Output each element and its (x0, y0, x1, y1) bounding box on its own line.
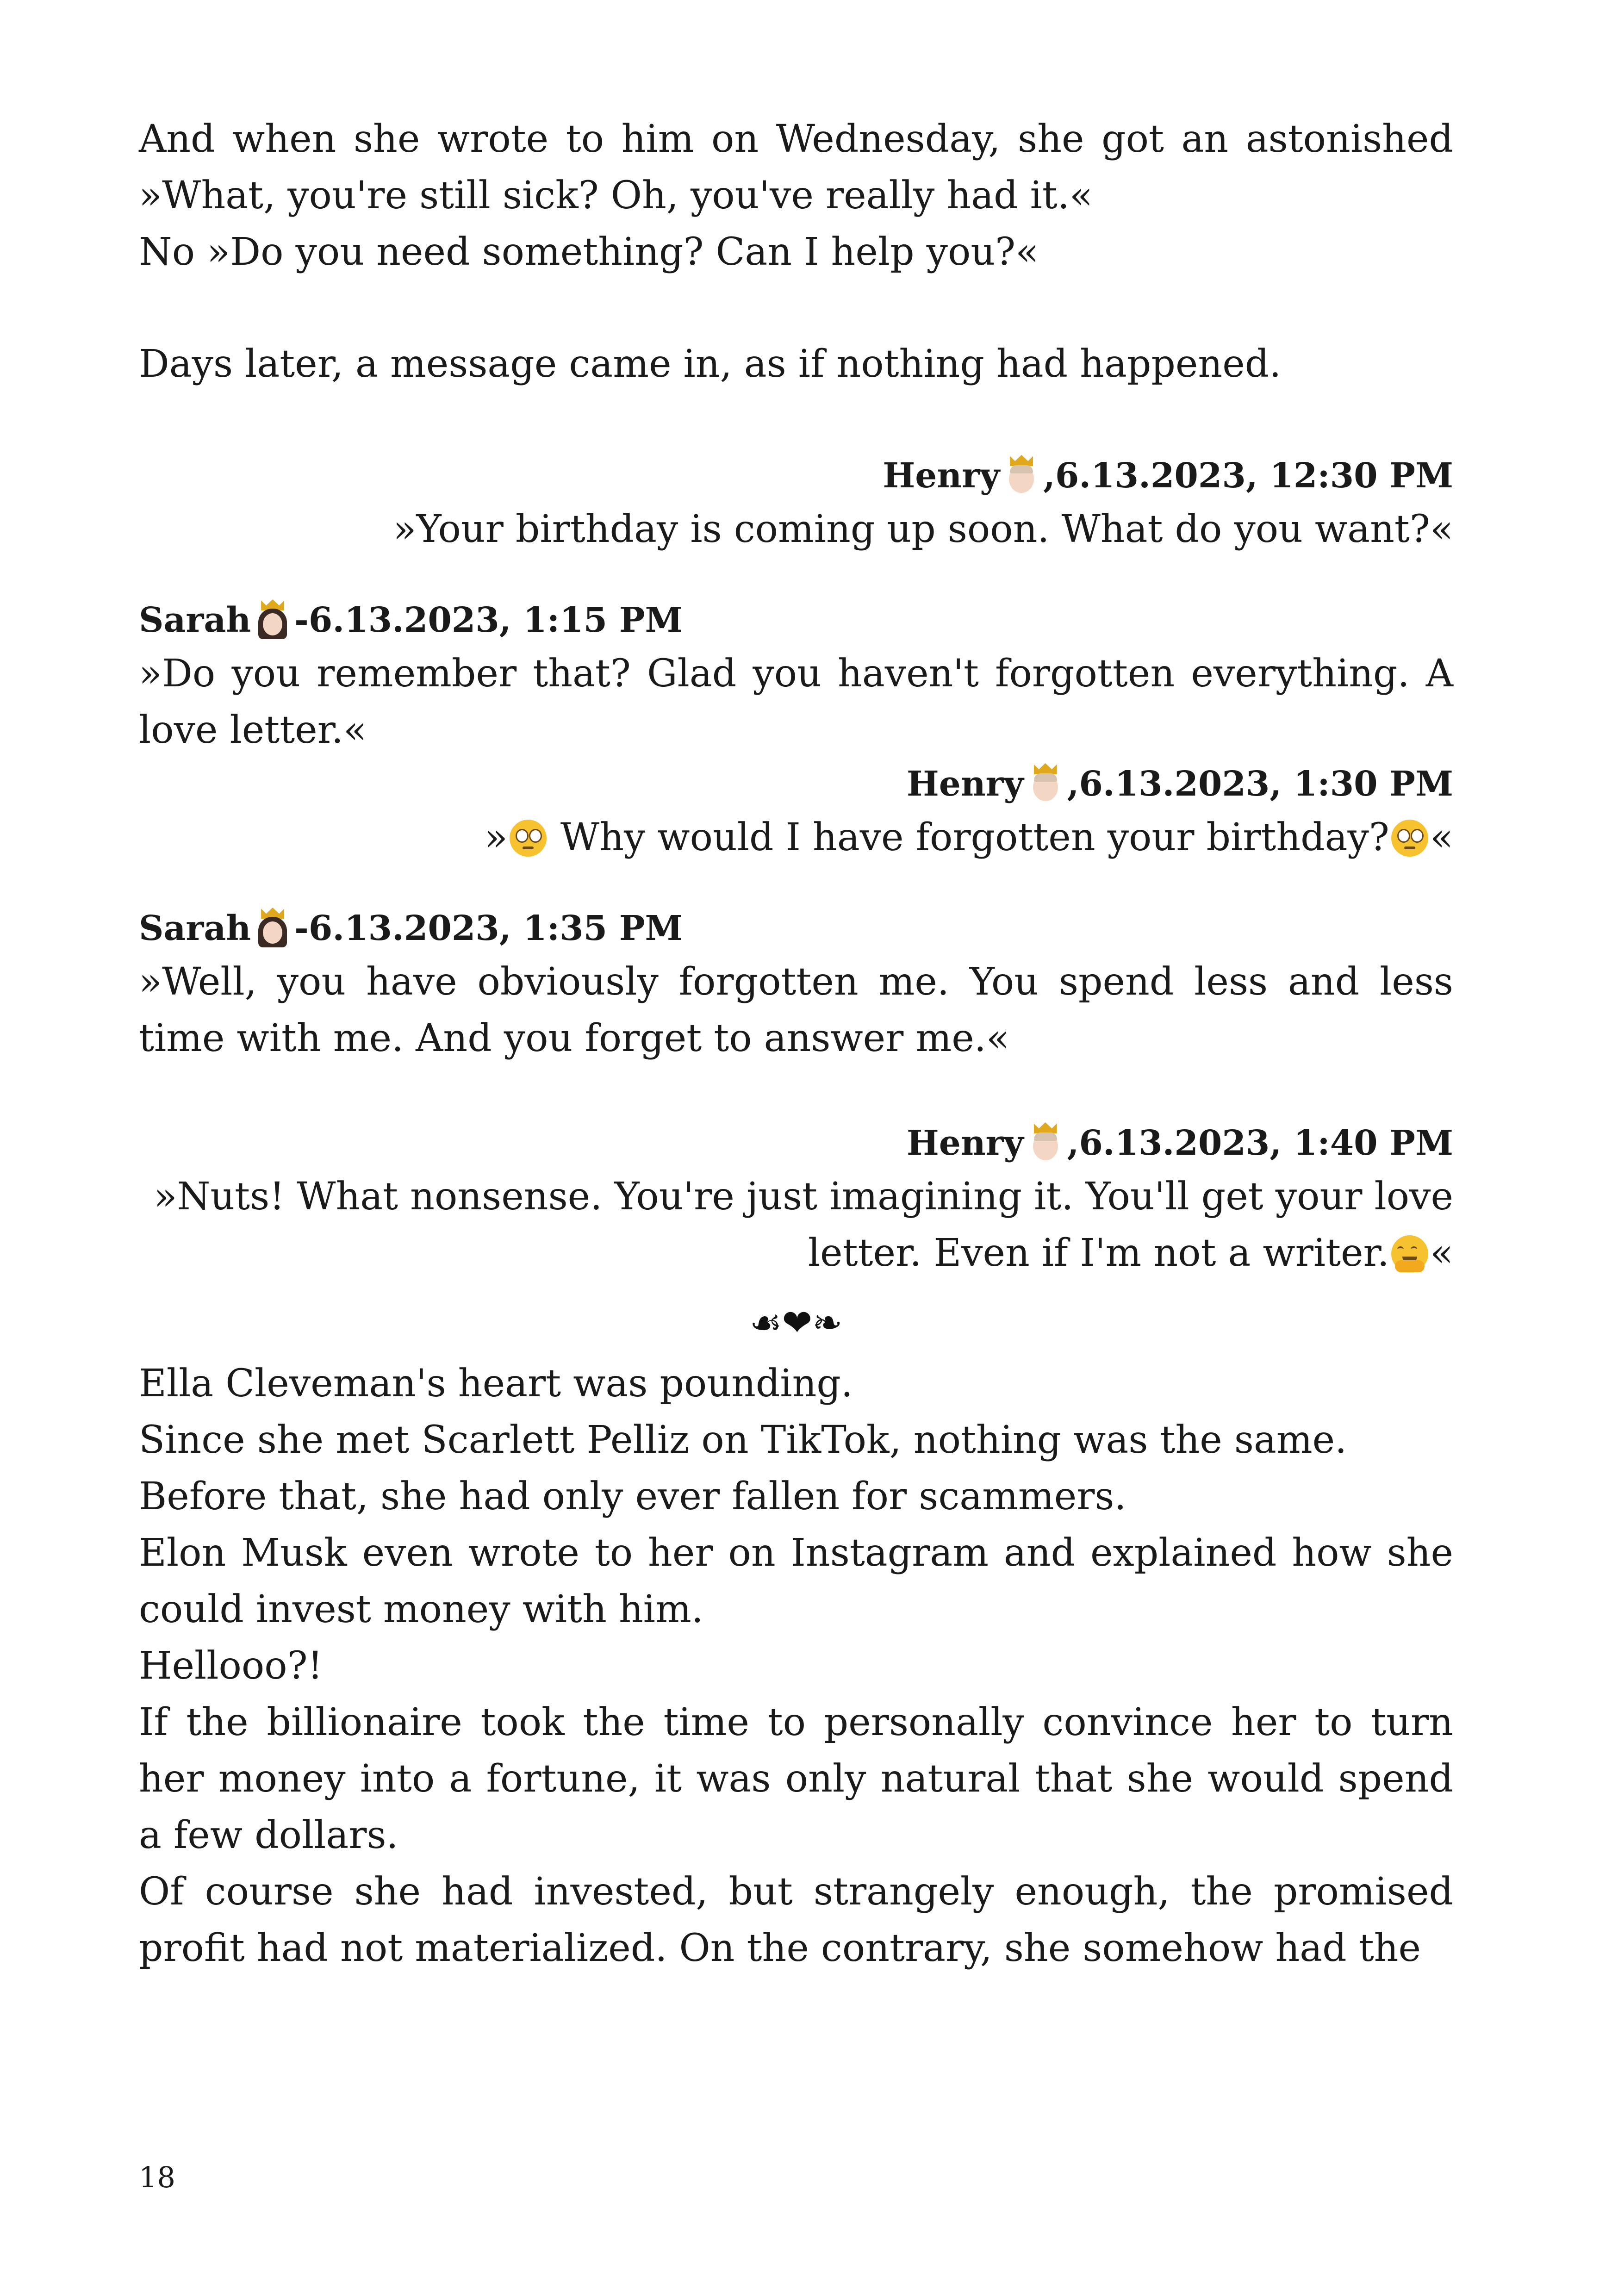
message-text: »Your birthday is coming up soon. What do you want?« (393, 507, 1453, 551)
sender-name: Henry (906, 764, 1024, 804)
prince-icon (1028, 763, 1063, 805)
separator: , (1043, 456, 1055, 496)
paragraph: Since she met Scarlett Pelliz on TikTok, nothing was the same. (139, 1418, 1347, 1462)
prince-icon (1004, 455, 1039, 497)
book-page (139, 111, 1453, 1977)
page-number: 18 (139, 2160, 175, 2194)
hugging-face-icon (1391, 1235, 1428, 1272)
paragraph: Hellooo?! (139, 1644, 323, 1688)
paragraph: Of course she had invested, but strangely enough, the promised profit had not materialized. On the contrary, she somehow had the (139, 1870, 1453, 1970)
quote-close: « (1430, 1231, 1453, 1275)
princess-icon (255, 908, 290, 949)
prince-icon (1028, 1122, 1063, 1164)
message-time: 6.13.2023, 1:30 PM (1079, 764, 1453, 804)
separator: , (1067, 1123, 1079, 1163)
message-text (139, 1169, 1453, 1282)
separator: , (1067, 764, 1079, 804)
quote-close: « (1430, 815, 1453, 859)
message-header (139, 1118, 1453, 1169)
separator: - (294, 600, 309, 640)
sender-name: Henry (883, 456, 1000, 496)
message-header (139, 595, 1453, 646)
message-header (139, 759, 1453, 809)
message-body: »Nuts! What nonsense. You're just imagining it. You'll get your love (154, 1175, 1453, 1219)
paragraph: And when she wrote to him on Wednesday, she got an astonished »What, you're still sick? Oh, you've really had it.« (139, 117, 1453, 218)
paragraph: Ella Cleveman's heart was pounding. (139, 1362, 853, 1406)
message-time: 6.13.2023, 1:15 PM (308, 600, 683, 640)
message-time: 6.13.2023, 1:40 PM (1079, 1123, 1453, 1163)
sender-name: Sarah (139, 600, 251, 640)
message-body: Why would I have forgotten your birthday? (548, 815, 1389, 859)
paragraph: No »Do you need something? Can I help you?« (139, 230, 1039, 274)
section-divider-ornament: ☙❤❧ (749, 1302, 843, 1344)
paragraph: If the billionaire took the time to personally convince her to turn her money into a fortune, it was only natural that she would spend a few dollars. (139, 1700, 1453, 1857)
sender-name: Sarah (139, 908, 251, 948)
sender-name: Henry (906, 1123, 1024, 1163)
quote-open: » (484, 815, 508, 859)
message-text: »Do you remember that? Glad you haven't forgotten everything. A love letter.« (139, 652, 1453, 752)
separator: - (294, 908, 309, 948)
paragraph: Elon Musk even wrote to her on Instagram and explained how she could invest money with him. (139, 1531, 1453, 1631)
message-time: 6.13.2023, 12:30 PM (1055, 456, 1453, 496)
flushed-face-icon (510, 820, 547, 857)
message-text: »Well, you have obviously forgotten me. You spend less and less time with me. And you forget to answer me.« (139, 960, 1453, 1060)
message-time: 6.13.2023, 1:35 PM (308, 908, 683, 948)
message-text (139, 809, 1453, 866)
paragraph: Days later, a message came in, as if nothing had happened. (139, 342, 1282, 386)
rolling-eyes-icon (1391, 820, 1428, 857)
princess-icon (255, 599, 290, 641)
message-header (139, 903, 1453, 954)
paragraph: Before that, she had only ever fallen for scammers. (139, 1475, 1126, 1518)
message-body: letter. Even if I'm not a writer. (808, 1231, 1389, 1275)
message-header (139, 450, 1453, 501)
